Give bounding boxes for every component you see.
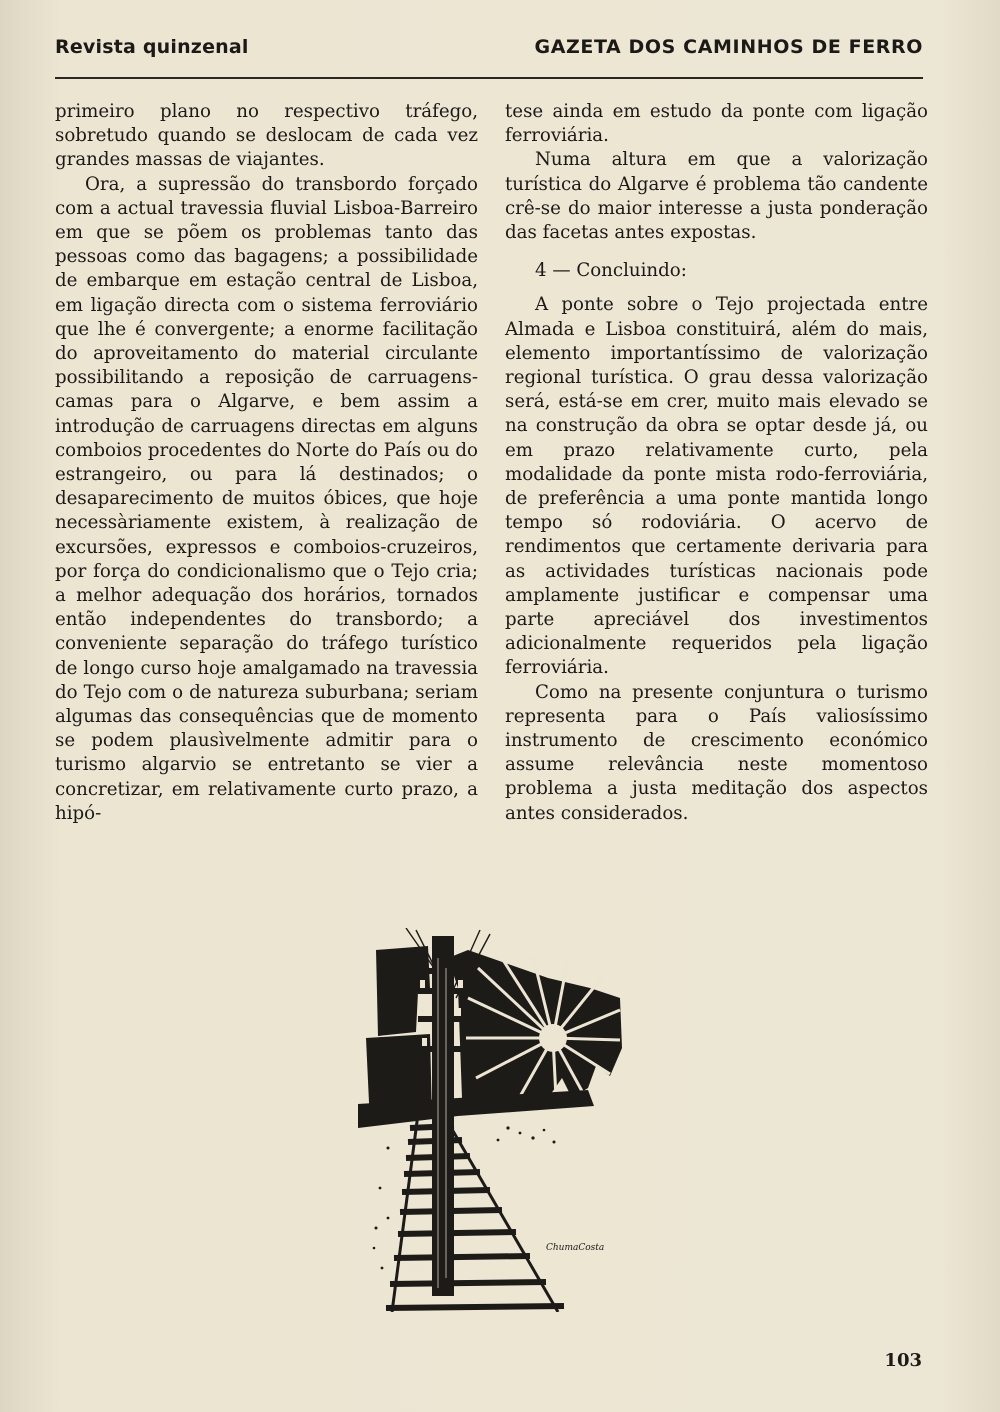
railway-woodcut-illustration (358, 928, 628, 1312)
header-journal-frequency: Revista quinzenal (55, 36, 249, 58)
running-header (55, 36, 923, 70)
left-column (55, 100, 478, 826)
page-number: 103 (884, 1350, 922, 1371)
artist-signature: ChumaCosta (546, 1243, 605, 1253)
right-column (505, 100, 928, 826)
right-paragraph-2: Numa altura em que a valorização turística do Algarve é problema tão candente crê-se do maior interesse a justa ponderação das facetas antes expostas. (505, 149, 928, 244)
right-paragraph-1: tese ainda em estudo da ponte com ligação ferroviária. (505, 101, 928, 147)
right-paragraph-4: Como na presente conjuntura o turismo representa para o País valiosíssimo instrumento de crescimento económico assume relevância neste momentoso problema a justa meditação dos aspectos antes considerados. (505, 681, 928, 824)
left-paragraph-1: primeiro plano no respectivo tráfego, sobretudo quando se deslocam de cada vez grandes massas de viajantes. (55, 101, 478, 171)
section-heading: 4 — Concluindo: (535, 260, 687, 282)
header-journal-title: GAZETA DOS CAMINHOS DE FERRO (534, 36, 923, 58)
left-paragraph-2: Ora, a supressão do transbordo forçado com a actual travessia fluvial Lisboa-Barreiro em que se põem os problemas tanto das pessoas como das bagagens; a possibilidade de embarque em estação central de Lisboa, em ligação directa com o sistema ferroviário que lhe é convergente; a enorme facilitação do aproveitamento do material circulante possibilitando a reposição de carruagens-camas para o Algarve, e bem assim a introdução de carruagens directas em alguns comboios procedentes do Norte do País ou do estrangeiro, ou para lá destinados; o desaparecimento de muitos óbices, que hoje necessàriamente existem, à realização de excursões, expressos e comboios-cruzeiros, por força do condicionalismo que o Tejo cria; a melhor adequação dos horários, tornados então independentes do transbordo; a conveniente separação do tráfego turístico de longo curso hoje amalgamado na travessia do Tejo com o de natureza suburbana; seriam algumas das consequências que de momento se podem plausìvelmente admitir para o turismo algarvio se entretanto se vier a concretizar, em relativamente curto prazo, a hipó- (55, 173, 478, 824)
header-rule (55, 77, 923, 79)
right-paragraph-3: A ponte sobre o Tejo projectada entre Almada e Lisboa constituirá, além do mais, elemento importantíssimo de valorização regional turística. O grau dessa valorização será, está-se em crer, muito mais elevado se na construção da obra se optar desde já, ou em prazo relativamente curto, pela modalidade da ponte mista rodo-ferroviária, de preferência a uma ponte mantida longo tempo só rodoviária. O acervo de rendimentos que certamente derivaria para as actividades turísticas nacionais pode amplamente justificar e compensar uma parte apreciável dos investimentos adicionalmente requeridos pela ligação ferroviária. (505, 294, 928, 679)
